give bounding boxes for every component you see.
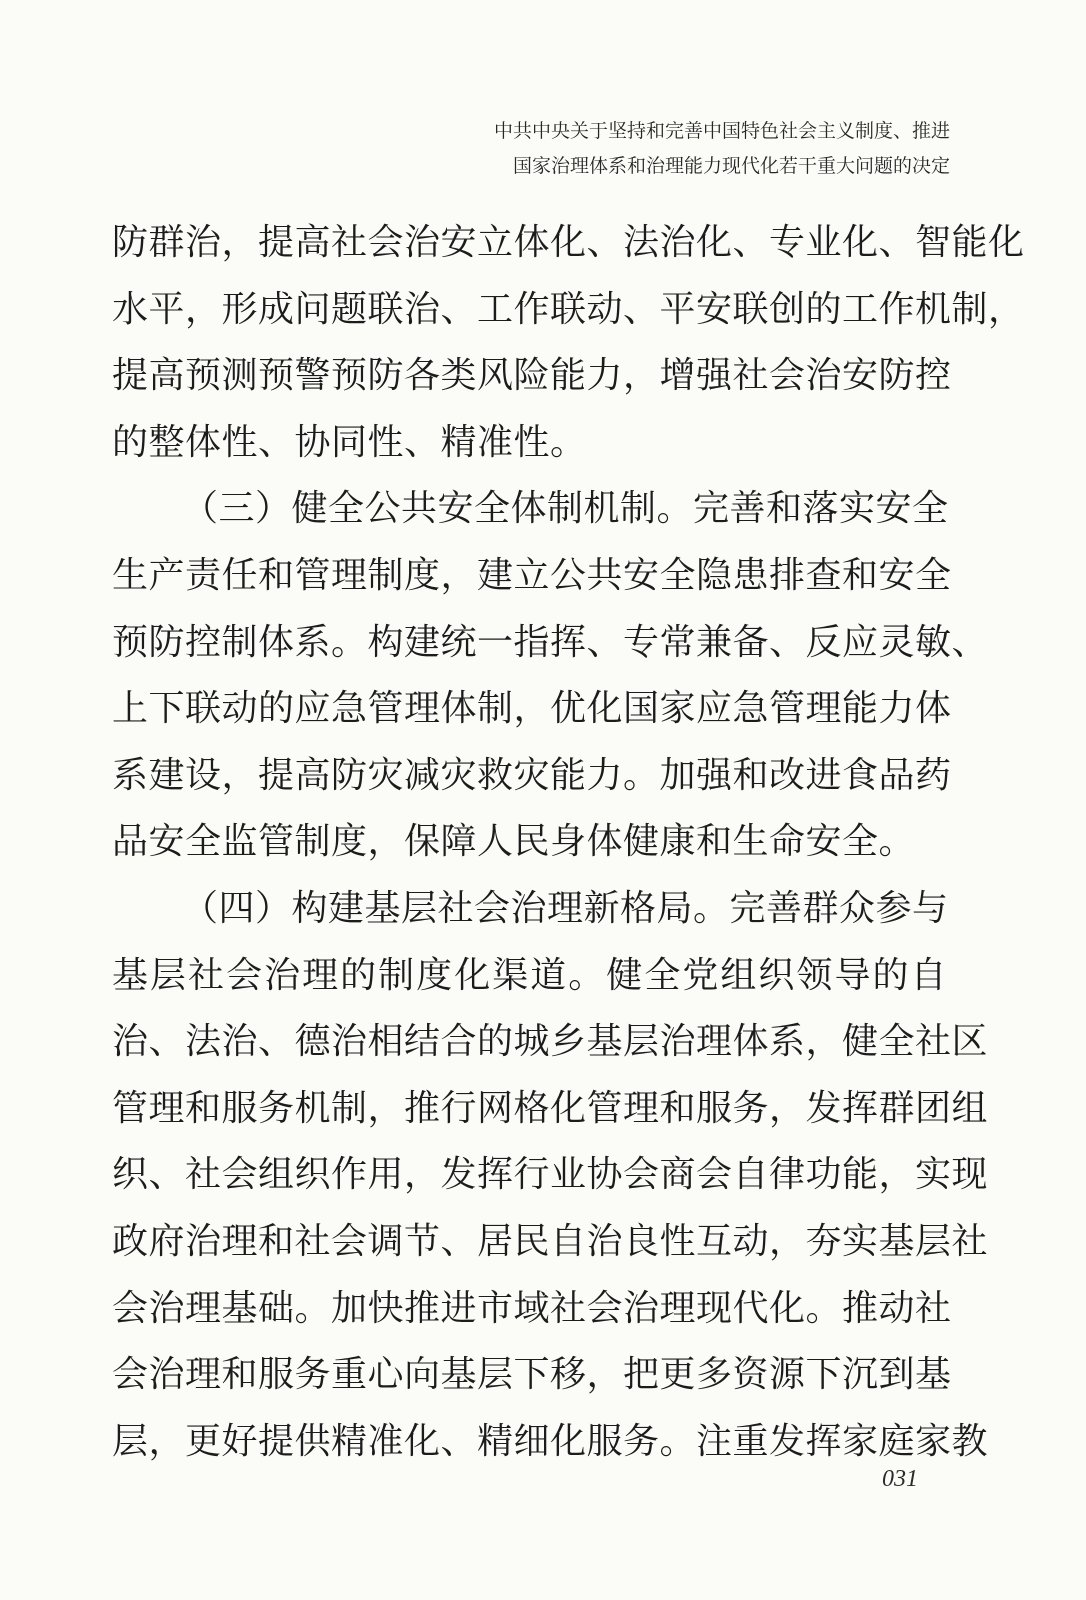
- text-line: 的整体性、协同性、精准性。: [112, 421, 587, 463]
- text-line: 管理和服务机制，推行网格化管理和服务，发挥群团组: [112, 1087, 989, 1129]
- page-number: 031: [882, 1466, 918, 1492]
- text-line: 提高预测预警预防各类风险能力，增强社会治安防控: [112, 355, 952, 397]
- text-line: 系建设，提高防灾减灾救灾能力。加强和改进食品药: [112, 754, 952, 796]
- body-text: [112, 210, 1025, 1475]
- text-line: 水平，形成问题联治、工作联动、平安联创的工作机制，: [112, 288, 1025, 330]
- text-line: 层，更好提供精准化、精细化服务。注重发挥家庭家教: [112, 1420, 989, 1462]
- text-line: 预防控制体系。构建统一指挥、专常兼备、反应灵敏、: [112, 621, 989, 663]
- paragraph-heading-line: （四）构建基层社会治理新格局。完善群众参与: [182, 887, 949, 929]
- text-line: 品安全监管制度，保障人民身体健康和生命安全。: [112, 821, 916, 863]
- paragraph-heading-line: （三）健全公共安全体制机制。完善和落实安全: [182, 488, 949, 530]
- text-line: 会治理基础。加快推进市域社会治理现代化。推动社: [112, 1287, 952, 1329]
- text-line: 基层社会治理的制度化渠道。健全党组织领导的自: [112, 954, 947, 996]
- running-header-line-1: 中共中央关于坚持和完善中国特色社会主义制度、推进: [493, 120, 950, 142]
- text-line: 织、社会组织作用，发挥行业协会商会自律功能，实现: [112, 1154, 989, 1196]
- running-header: [250, 114, 950, 184]
- text-line: 会治理和服务重心向基层下移，把更多资源下沉到基: [112, 1354, 952, 1396]
- text-line: 生产责任和管理制度，建立公共安全隐患排查和安全: [112, 554, 952, 596]
- text-line: 治、法治、德治相结合的城乡基层治理体系，健全社区: [112, 1021, 989, 1063]
- text-line: 政府治理和社会调节、居民自治良性互动，夯实基层社: [112, 1220, 989, 1262]
- running-header-line-2: 国家治理体系和治理能力现代化若干重大问题的决定: [512, 155, 950, 177]
- text-line: 上下联动的应急管理体制，优化国家应急管理能力体: [112, 688, 952, 730]
- text-line: 防群治，提高社会治安立体化、法治化、专业化、智能化: [112, 222, 1025, 263]
